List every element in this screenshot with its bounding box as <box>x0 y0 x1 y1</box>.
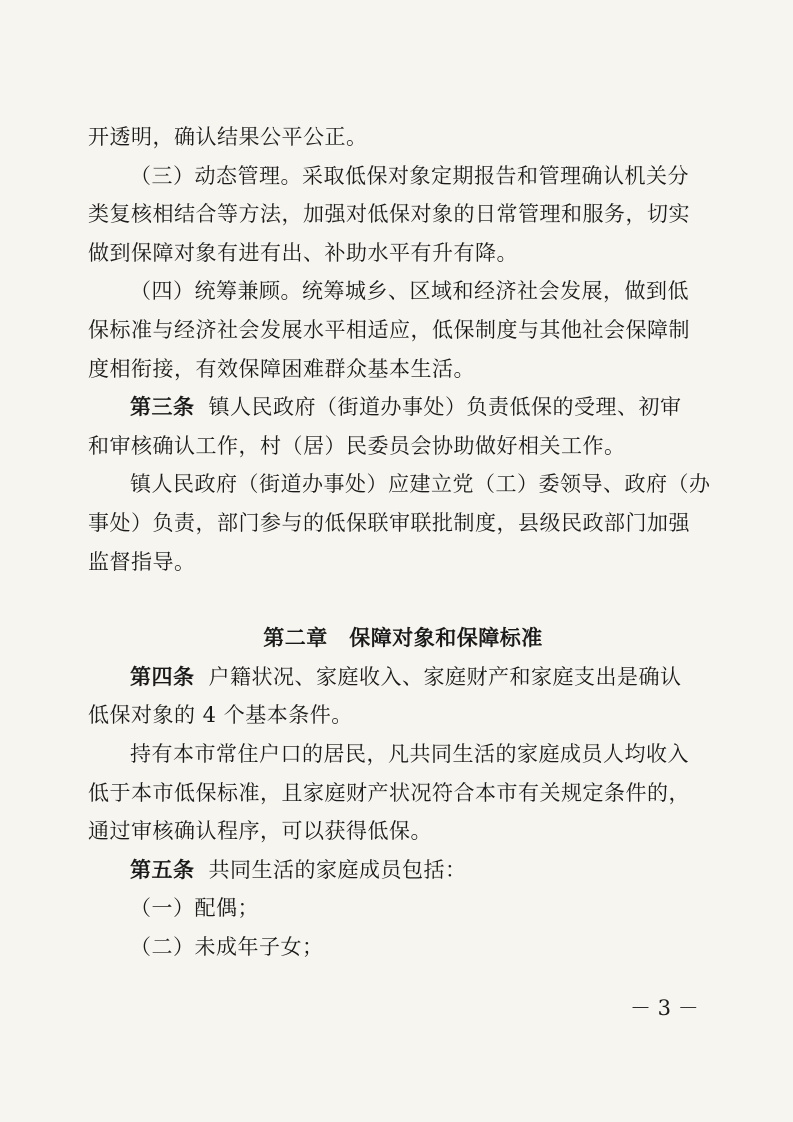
chapter-heading: 第二章 保障对象和保障标准 <box>263 625 543 651</box>
article-label: 第五条 <box>130 856 195 882</box>
text-line: （四）统筹兼顾。统筹城乡、区域和经济社会发展，做到低 <box>130 279 689 304</box>
text-line: 度相衔接，有效保障困难群众基本生活。 <box>88 356 475 381</box>
article-text: 共同生活的家庭成员包括： <box>208 857 467 882</box>
text-line: 低于本市低保标准，且家庭财产状况符合本市有关规定条件的， <box>88 780 690 805</box>
text-line: 类复核相结合等方法，加强对低保对象的日常管理和服务，切实 <box>88 202 690 227</box>
article-label: 第三条 <box>130 394 195 420</box>
text-line: 持有本市常住户口的居民，凡共同生活的家庭成员人均收入 <box>130 741 689 766</box>
text-line: 开透明，确认结果公平公正。 <box>88 125 368 149</box>
article-label: 第四条 <box>130 663 195 689</box>
text-line: （三）动态管理。采取低保对象定期报告和管理确认机关分 <box>130 163 689 188</box>
text-line: 监督指导。 <box>88 549 196 574</box>
text-line: 和审核确认工作，村（居）民委员会协助做好相关工作。 <box>88 433 626 458</box>
text-line: 通过审核确认程序，可以获得低保。 <box>88 819 432 844</box>
article-text: 镇人民政府（街道办事处）负责低保的受理、初审 <box>208 395 682 420</box>
article-5-line <box>88 851 698 890</box>
article-3-line <box>88 388 698 427</box>
text-line: 事处）负责，部门参与的低保联审联批制度，县级民政部门加强 <box>88 510 690 535</box>
text-line: 低保对象的 4 个基本条件。 <box>88 703 353 728</box>
document-page <box>88 118 711 966</box>
text-line: （一）配偶； <box>130 896 259 921</box>
article-4-line <box>88 658 698 697</box>
section-gap <box>88 581 698 619</box>
text-line: 保标准与经济社会发展水平相适应，低保制度与其他社会保障制 <box>88 317 690 342</box>
text-line: 镇人民政府（街道办事处）应建立党（工）委领导、政府（办 <box>130 472 711 497</box>
text-line: 做到保障对象有进有出、补助水平有升有降。 <box>88 240 518 265</box>
text-line: （二）未成年子女； <box>130 934 324 959</box>
page-number: － 3 － <box>630 996 699 1020</box>
article-text: 户籍状况、家庭收入、家庭财产和家庭支出是确认 <box>208 664 682 689</box>
